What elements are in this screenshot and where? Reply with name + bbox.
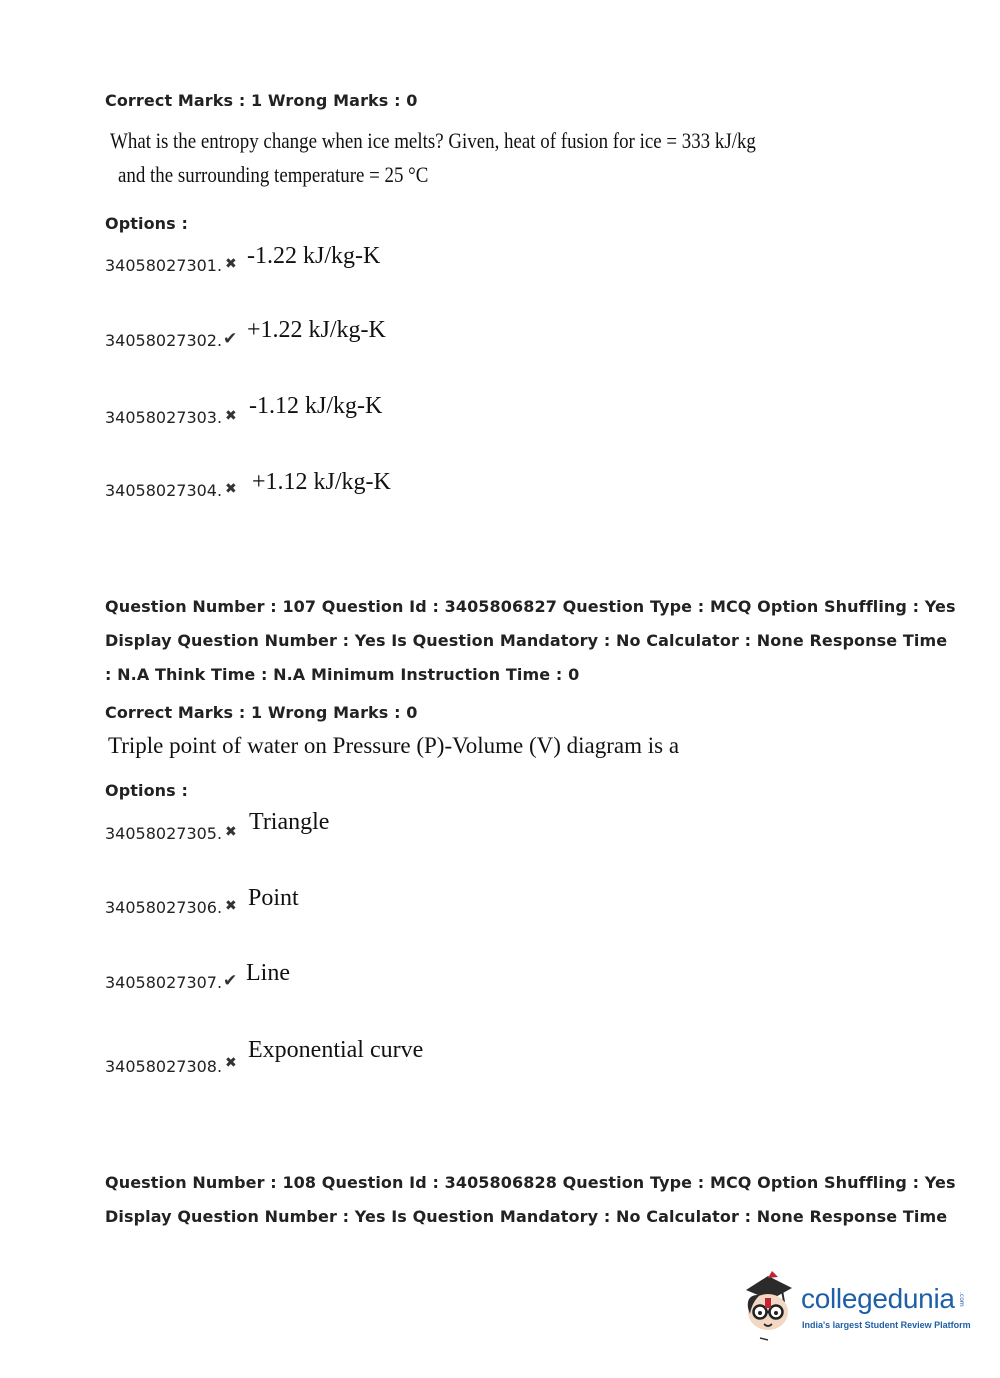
wrong-mark-icon: ✖ xyxy=(225,408,237,424)
option-id: 34058027308. xyxy=(105,1057,223,1076)
collegedunia-logo xyxy=(738,1268,978,1348)
options-label: Options : xyxy=(105,214,188,233)
option-id: 34058027302. xyxy=(105,331,223,350)
option-text: -1.12 kJ/kg-K xyxy=(249,393,383,419)
logo-wordmark: collegedunia xyxy=(801,1283,955,1314)
wrong-mark-icon: ✖ xyxy=(225,1055,237,1071)
option-id: 34058027307. xyxy=(105,973,223,992)
question-meta-line: : N.A Think Time : N.A Minimum Instruction Time : 0 xyxy=(105,665,580,684)
wrong-mark-icon: ✖ xyxy=(225,481,237,497)
marks-line: Correct Marks : 1 Wrong Marks : 0 xyxy=(105,91,418,110)
question-text: Triple point of water on Pressure (P)-Volume (V) diagram is a xyxy=(108,733,680,758)
logo-domain: .com xyxy=(958,1292,965,1307)
option-text: Point xyxy=(248,885,299,911)
option-text: Triangle xyxy=(249,809,330,835)
question-meta-line: Display Question Number : Yes Is Question Mandatory : No Calculator : None Response Time xyxy=(105,1207,948,1226)
mascot-icon xyxy=(738,1268,800,1348)
question-meta-line: Question Number : 107 Question Id : 3405806827 Question Type : MCQ Option Shuffling : Yes xyxy=(105,597,956,616)
option-text: Line xyxy=(246,960,290,986)
question-text-line: What is the entropy change when ice melts? Given, heat of fusion for ice = 333 kJ/kg xyxy=(110,128,756,153)
option-id: 34058027303. xyxy=(105,408,223,427)
option-text: Exponential curve xyxy=(248,1037,424,1063)
option-text: +1.12 kJ/kg-K xyxy=(252,469,391,495)
option-id: 34058027305. xyxy=(105,824,223,843)
option-id: 34058027304. xyxy=(105,481,223,500)
question-text-line: and the surrounding temperature = 25 °C xyxy=(118,162,429,187)
wrong-mark-icon: ✖ xyxy=(225,256,237,272)
marks-line: Correct Marks : 1 Wrong Marks : 0 xyxy=(105,703,418,722)
option-id: 34058027306. xyxy=(105,898,223,917)
option-id: 34058027301. xyxy=(105,256,223,275)
correct-check-icon: ✔ xyxy=(223,971,238,991)
question-meta-line: Question Number : 108 Question Id : 3405806828 Question Type : MCQ Option Shuffling : Yes xyxy=(105,1173,956,1192)
options-label: Options : xyxy=(105,781,188,800)
wrong-mark-icon: ✖ xyxy=(225,824,237,840)
correct-check-icon: ✔ xyxy=(223,329,238,349)
question-meta-line: Display Question Number : Yes Is Question Mandatory : No Calculator : None Response Time xyxy=(105,631,948,650)
option-text: +1.22 kJ/kg-K xyxy=(247,317,386,343)
logo-tagline: India's largest Student Review Platform xyxy=(802,1320,971,1330)
wrong-mark-icon: ✖ xyxy=(225,898,237,914)
option-text: -1.22 kJ/kg-K xyxy=(247,243,381,269)
